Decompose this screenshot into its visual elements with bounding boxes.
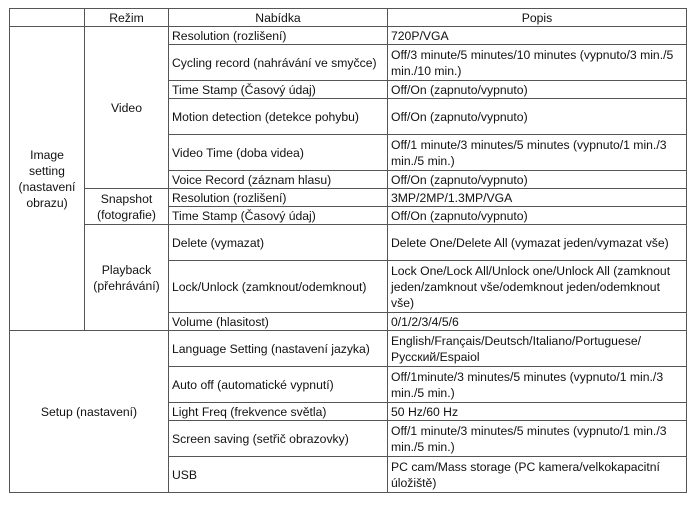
desc-cell: 0/1/2/3/4/5/6 — [388, 313, 687, 331]
group-image-setting: Image setting (nastavení obrazu) — [10, 27, 85, 331]
header-desc: Popis — [388, 9, 687, 27]
menu-cell: Auto off (automatické vypnutí) — [169, 367, 388, 403]
settings-table — [9, 8, 687, 493]
menu-cell: Time Stamp (Časový údaj) — [169, 81, 388, 99]
desc-cell: Off/On (zapnuto/vypnuto) — [388, 81, 687, 99]
menu-cell: Delete (vymazat) — [169, 225, 388, 261]
desc-cell: 3MP/2MP/1.3MP/VGA — [388, 189, 687, 207]
desc-cell: Off/On (zapnuto/vypnuto) — [388, 171, 687, 189]
table-row — [10, 225, 687, 261]
desc-cell: 720P/VGA — [388, 27, 687, 45]
table-row — [10, 331, 687, 367]
desc-cell: 50 Hz/60 Hz — [388, 403, 687, 421]
desc-cell: Lock One/Lock All/Unlock one/Unlock All (zamknout jeden/zamknout vše/odemknout jeden/odemknout vše) — [388, 261, 687, 313]
menu-cell: Lock/Unlock (zamknout/odemknout) — [169, 261, 388, 313]
menu-cell: Cycling record (nahrávání ve smyčce) — [169, 45, 388, 81]
menu-cell: Volume (hlasitost) — [169, 313, 388, 331]
menu-cell: Resolution (rozlišení) — [169, 27, 388, 45]
header-row — [10, 9, 687, 27]
desc-cell: PC cam/Mass storage (PC kamera/velkokapacitní úložiště) — [388, 457, 687, 493]
menu-cell: Resolution (rozlišení) — [169, 189, 388, 207]
group-setup: Setup (nastavení) — [10, 331, 169, 493]
header-menu: Nabídka — [169, 9, 388, 27]
table-row — [10, 189, 687, 207]
menu-cell: Light Freq (frekvence světla) — [169, 403, 388, 421]
menu-cell: USB — [169, 457, 388, 493]
menu-cell: Language Setting (nastavení jazyka) — [169, 331, 388, 367]
desc-cell: Off/1minute/3 minutes/5 minutes (vypnuto/1 min./3 min./5 min.) — [388, 367, 687, 403]
desc-cell: Off/On (zapnuto/vypnuto) — [388, 99, 687, 135]
mode-snapshot: Snapshot (fotografie) — [85, 189, 169, 225]
desc-cell: Off/On (zapnuto/vypnuto) — [388, 207, 687, 225]
mode-playback: Playback (přehrávání) — [85, 225, 169, 331]
desc-cell: Off/3 minute/5 minutes/10 minutes (vypnuto/3 min./5 min./10 min.) — [388, 45, 687, 81]
header-mode: Režim — [85, 9, 169, 27]
table-row — [10, 27, 687, 45]
menu-cell: Video Time (doba videa) — [169, 135, 388, 171]
menu-cell: Voice Record (záznam hlasu) — [169, 171, 388, 189]
desc-cell: English/Français/Deutsch/Italiano/Portuguese/ Русский/Espaiol — [388, 331, 687, 367]
header-empty — [10, 9, 85, 27]
desc-cell: Delete One/Delete All (vymazat jeden/vymazat vše) — [388, 225, 687, 261]
desc-cell: Off/1 minute/3 minutes/5 minutes (vypnuto/1 min./3 min./5 min.) — [388, 421, 687, 457]
menu-cell: Motion detection (detekce pohybu) — [169, 99, 388, 135]
menu-cell: Time Stamp (Časový údaj) — [169, 207, 388, 225]
menu-cell: Screen saving (setřič obrazovky) — [169, 421, 388, 457]
mode-video: Video — [85, 27, 169, 189]
desc-cell: Off/1 minute/3 minutes/5 minutes (vypnuto/1 min./3 min./5 min.) — [388, 135, 687, 171]
